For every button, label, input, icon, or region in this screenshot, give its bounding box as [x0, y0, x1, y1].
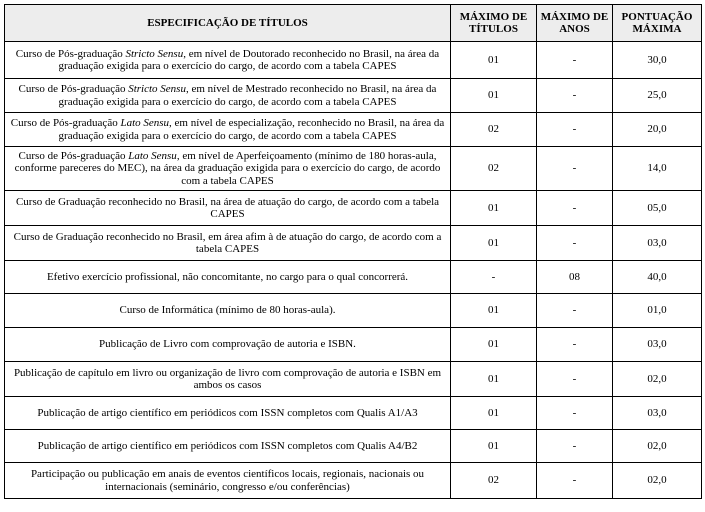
pontuacao-cell: 05,0	[613, 191, 702, 226]
spec-cell	[5, 430, 451, 463]
spec-text: Publicação de artigo científico em periódicos com ISSN completos com Qualis A4/B2	[37, 439, 418, 452]
spec-text: Curso de Graduação reconhecido no Brasil, em área afim à de atuação do cargo, de acordo com a tabela CAPES	[13, 230, 442, 255]
header-max-anos: MÁXIMO DE ANOS	[537, 5, 613, 42]
table-row	[5, 226, 702, 261]
spec-cell	[5, 79, 451, 113]
max-anos-cell: -	[537, 397, 613, 430]
spec-text: Efetivo exercício profissional, não concomitante, no cargo para o qual concorrerá.	[46, 270, 409, 283]
pontuacao-cell: 20,0	[613, 113, 702, 147]
max-titulos-cell: 01	[451, 226, 537, 261]
spec-text-continued: , em nível de Doutorado reconhecido no Brasil, na área da graduação exigida para o exercício do cargo, de acordo com a tabela CAPES	[58, 47, 440, 72]
max-titulos-cell: 01	[451, 362, 537, 397]
spec-text-continued: , em nível de Mestrado reconhecido no Brasil, na área da graduação exigida para o exercício do cargo, de acordo com a tabela CAPES	[58, 83, 437, 108]
max-anos-cell: -	[537, 430, 613, 463]
max-titulos-cell: 02	[451, 147, 537, 191]
header-row	[5, 5, 702, 42]
max-anos-cell: -	[537, 226, 613, 261]
spec-text: Curso de Informática (mínimo de 80 horas-aula).	[119, 304, 336, 317]
spec-text: Curso de Pós-graduação	[18, 83, 129, 95]
spec-text: Curso de Graduação reconhecido no Brasil, na área de atuação do cargo, de acordo com a tabela CAPES	[15, 195, 440, 220]
max-anos-cell: 08	[537, 261, 613, 294]
spec-italic-text: Lato Sensu	[120, 117, 170, 129]
table-row	[5, 147, 702, 191]
max-anos-cell: -	[537, 191, 613, 226]
header-pontuacao: PONTUAÇÃO MÁXIMA	[613, 5, 702, 42]
max-titulos-cell: 01	[451, 294, 537, 328]
table-row	[5, 79, 702, 113]
pontuacao-cell: 40,0	[613, 261, 702, 294]
spec-text: Publicação de artigo científico em periódicos com ISSN completos com Qualis A1/A3	[37, 406, 418, 419]
max-anos-cell: -	[537, 147, 613, 191]
spec-italic-text: Stricto Sensu	[125, 47, 184, 60]
spec-cell	[5, 261, 451, 294]
max-anos-cell: -	[537, 328, 613, 362]
table-row	[5, 430, 702, 463]
spec-cell	[5, 42, 451, 79]
table-row	[5, 261, 702, 294]
spec-text: Publicação de capítulo em livro ou organização de livro com comprovação de autoria e ISBN em ambos os casos	[13, 366, 442, 391]
spec-text: Curso de Pós-graduação	[10, 117, 121, 129]
spec-cell	[5, 113, 451, 147]
spec-cell	[5, 397, 451, 430]
max-anos-cell: -	[537, 294, 613, 328]
max-titulos-cell: 01	[451, 79, 537, 113]
pontuacao-cell: 25,0	[613, 79, 702, 113]
pontuacao-cell: 03,0	[613, 328, 702, 362]
max-titulos-cell: -	[451, 261, 537, 294]
spec-text: Curso de Pós-graduação	[18, 149, 129, 162]
spec-cell	[5, 294, 451, 328]
table-row	[5, 191, 702, 226]
table-body	[5, 42, 702, 499]
table-row	[5, 328, 702, 362]
pontuacao-cell: 02,0	[613, 463, 702, 499]
pontuacao-cell: 03,0	[613, 397, 702, 430]
pontuacao-cell: 02,0	[613, 430, 702, 463]
header-spec: ESPECIFICAÇÃO DE TÍTULOS	[5, 5, 451, 42]
table-row	[5, 397, 702, 430]
max-anos-cell: -	[537, 463, 613, 499]
spec-text-continued: , em nível de Aperfeiçoamento (mínimo de 180 horas-aula, conforme pareceres do MEC), na área da graduação exigida para o exercício do cargo, de acordo com a tabela CAPES	[14, 149, 441, 187]
spec-text: Curso de Pós-graduação	[15, 47, 126, 60]
pontuacao-cell: 02,0	[613, 362, 702, 397]
spec-italic-text: Stricto Sensu	[128, 83, 186, 95]
max-titulos-cell: 02	[451, 113, 537, 147]
spec-text-continued: , em nível de especialização, reconhecido no Brasil, na área da graduação exigida para o exercício do cargo, de acordo com a tabela CAPES	[58, 117, 445, 142]
pontuacao-cell: 14,0	[613, 147, 702, 191]
spec-cell	[5, 463, 451, 499]
max-titulos-cell: 01	[451, 430, 537, 463]
table-row	[5, 362, 702, 397]
spec-cell	[5, 191, 451, 226]
max-anos-cell: -	[537, 362, 613, 397]
max-titulos-cell: 01	[451, 397, 537, 430]
spec-italic-text: Lato Sensu	[128, 149, 177, 162]
spec-cell	[5, 226, 451, 261]
titles-table	[4, 4, 702, 499]
spec-text: Participação ou publicação em anais de eventos científicos locais, regionais, nacionais ou internacionais (seminário, congresso e/ou conferências)	[30, 468, 425, 493]
max-titulos-cell: 01	[451, 42, 537, 79]
spec-cell	[5, 147, 451, 191]
max-titulos-cell: 01	[451, 191, 537, 226]
spec-cell	[5, 362, 451, 397]
pontuacao-cell: 30,0	[613, 42, 702, 79]
max-titulos-cell: 01	[451, 328, 537, 362]
max-anos-cell: -	[537, 42, 613, 79]
max-anos-cell: -	[537, 79, 613, 113]
titles-table-wrapper	[4, 4, 702, 499]
table-row	[5, 294, 702, 328]
max-anos-cell: -	[537, 113, 613, 147]
table-row	[5, 113, 702, 147]
table-row	[5, 463, 702, 499]
header-max-titulos: MÁXIMO DE TÍTULOS	[451, 5, 537, 42]
pontuacao-cell: 01,0	[613, 294, 702, 328]
table-row	[5, 42, 702, 79]
spec-cell	[5, 328, 451, 362]
max-titulos-cell: 02	[451, 463, 537, 499]
spec-text: Publicação de Livro com comprovação de autoria e ISBN.	[99, 338, 356, 351]
pontuacao-cell: 03,0	[613, 226, 702, 261]
